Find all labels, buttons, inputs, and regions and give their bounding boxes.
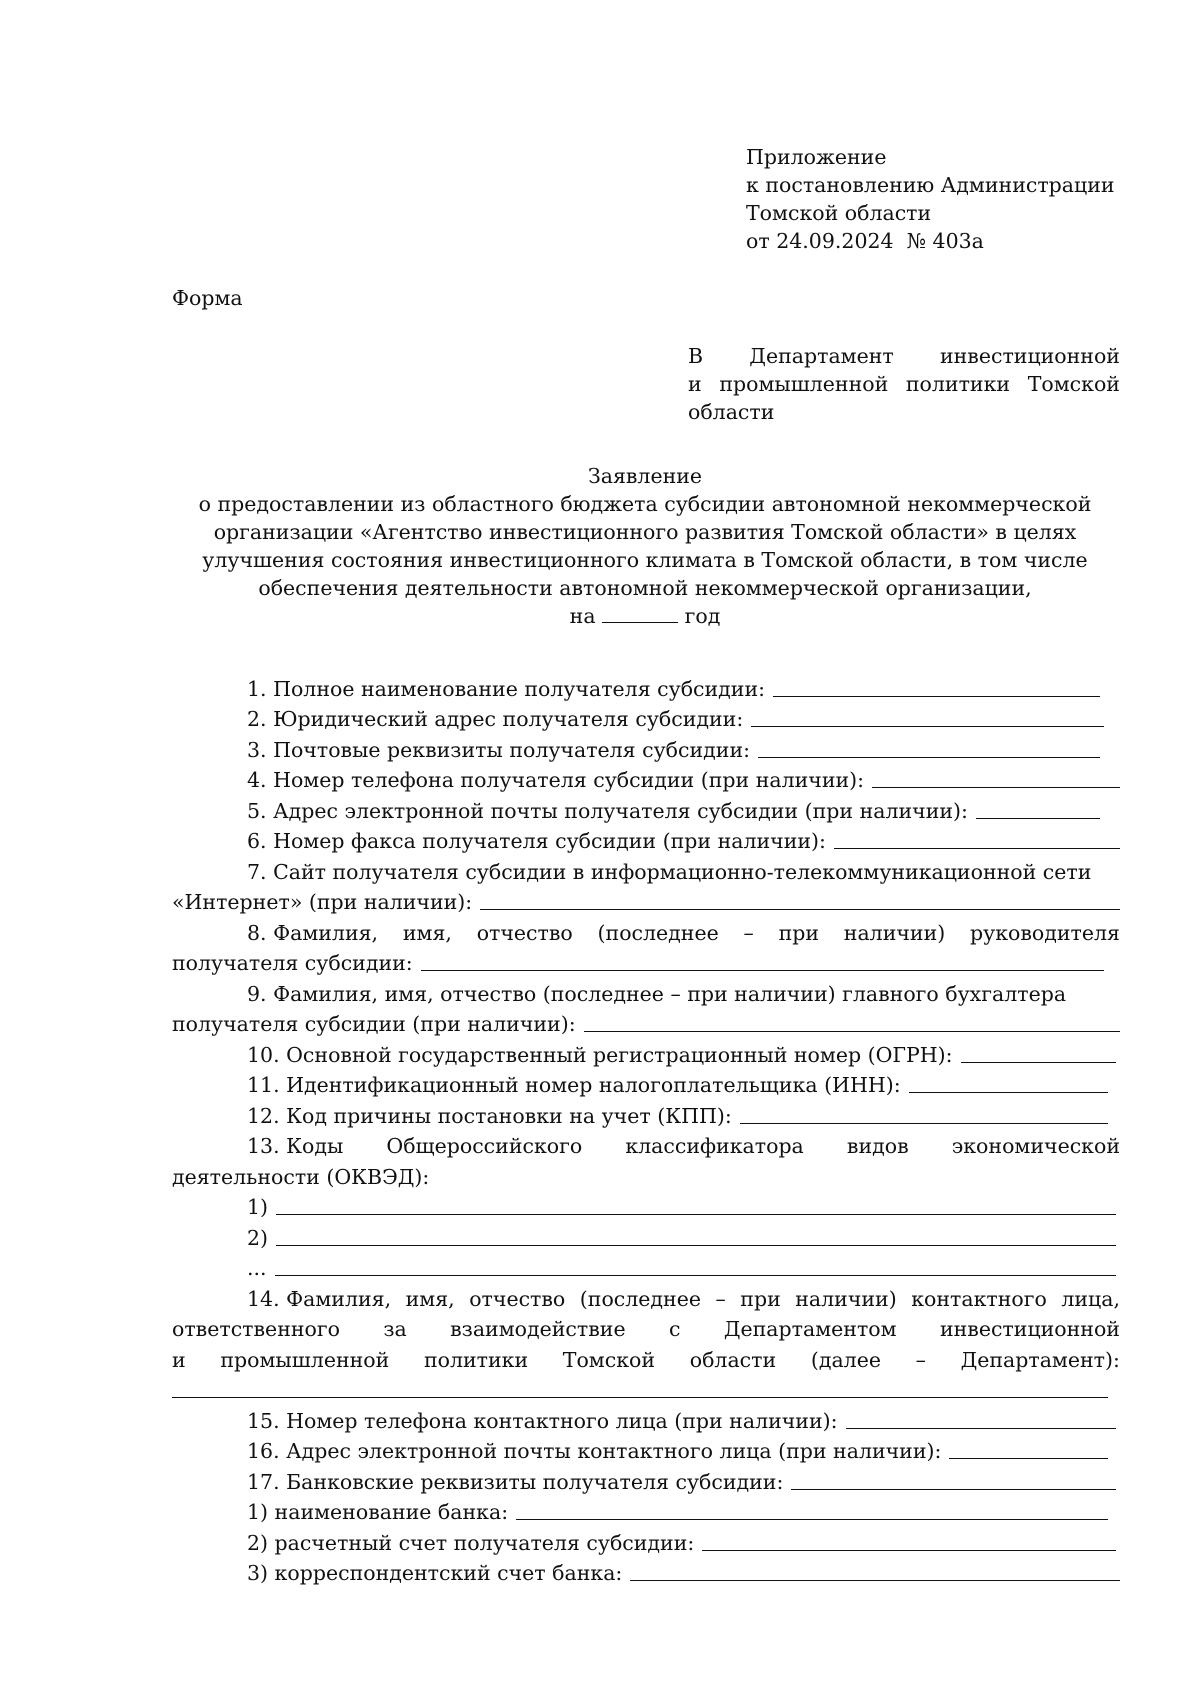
item-word: Департамент):: [960, 1347, 1120, 1372]
item-2-field[interactable]: [751, 706, 1104, 727]
item-label: 12. Код причины постановки на учет (КПП):: [247, 1103, 732, 1128]
item-label: получателя субсидии (при наличии):: [172, 1012, 576, 1036]
settlement-account: [172, 1526, 1120, 1557]
item-13: [172, 1130, 1120, 1161]
item-label: 9. Фамилия, имя, отчество (последнее – при наличии) главного бухгалтера: [247, 981, 1067, 1006]
okved-2: [172, 1221, 1120, 1252]
item-10-field[interactable]: [961, 1042, 1116, 1063]
item-11-field[interactable]: [909, 1072, 1108, 1093]
okved-1: [172, 1191, 1120, 1222]
item-8: [172, 916, 1120, 947]
form-label: Форма: [172, 286, 243, 310]
item-9: [172, 977, 1120, 1008]
item-1: [172, 672, 1120, 703]
item-label: «Интернет» (при наличии):: [172, 890, 473, 914]
item-14-cont-2: [172, 1343, 1120, 1374]
annex-line: Приложение: [746, 145, 887, 169]
item-word: (последнее: [579, 1286, 701, 1311]
year-prefix: на: [569, 604, 596, 628]
item-14-field[interactable]: [172, 1377, 1108, 1398]
form-items: [172, 672, 1120, 1587]
item-word: области: [689, 1347, 777, 1372]
item-word: (далее: [810, 1347, 881, 1372]
item-7-cont: [172, 886, 1120, 917]
item-13-cont: [172, 1160, 1120, 1191]
item-word: и: [172, 1347, 186, 1372]
item-12-field[interactable]: [740, 1103, 1108, 1124]
okved-2-field[interactable]: [276, 1225, 1116, 1246]
item-word: ответственного: [172, 1317, 340, 1341]
item-6-field[interactable]: [834, 828, 1120, 849]
title-year-line: [150, 602, 1140, 630]
year-suffix: год: [684, 604, 721, 628]
item-1-field[interactable]: [773, 676, 1100, 697]
addressee-line: [688, 370, 1120, 398]
item-label: ...: [247, 1256, 267, 1280]
title-line: о предоставлении из областного бюджета субсидии автономной некоммерческой: [198, 492, 1092, 516]
item-17: [172, 1465, 1120, 1496]
item-label: 17. Банковские реквизиты получателя субсидии:: [247, 1469, 784, 1494]
item-label: 6. Номер факса получателя субсидии (при наличии):: [247, 829, 826, 853]
okved-more-field[interactable]: [275, 1255, 1116, 1276]
title-heading: Заявление: [587, 464, 703, 488]
item-3: [172, 733, 1120, 764]
item-9-cont: [172, 1008, 1120, 1039]
item-5: [172, 794, 1120, 825]
item-3-field[interactable]: [758, 737, 1100, 758]
correspondent-account: [172, 1557, 1120, 1588]
item-label: 1) наименование банка:: [247, 1500, 509, 1524]
annex-block: [746, 143, 1146, 255]
addressee-word: и: [688, 372, 702, 396]
item-word: инвестиционной: [939, 1317, 1120, 1341]
item-15-field[interactable]: [846, 1408, 1116, 1429]
item-12: [172, 1099, 1120, 1130]
item-8-cont: [172, 947, 1120, 978]
settlement-account-field[interactable]: [702, 1530, 1116, 1551]
item-label: 2): [247, 1225, 269, 1250]
item-word: видов: [846, 1134, 909, 1158]
item-word: контактного: [911, 1286, 1047, 1311]
item-label: 5. Адрес электронной почты получателя субсидии (при наличии):: [247, 798, 968, 823]
addressee-line: [688, 342, 1120, 370]
item-word: имя,: [405, 1286, 455, 1311]
addressee-word: Томской: [1027, 372, 1120, 396]
item-word: (последнее: [597, 920, 719, 945]
item-word: наличии): [843, 920, 946, 945]
item-15: [172, 1404, 1120, 1435]
bank-name: [172, 1496, 1120, 1527]
addressee-word: Департамент: [749, 344, 894, 368]
item-label: деятельности (ОКВЭД):: [172, 1164, 430, 1189]
item-label: получателя субсидии:: [172, 951, 413, 975]
item-word: экономической: [951, 1134, 1120, 1158]
item-10: [172, 1038, 1120, 1069]
item-7-field[interactable]: [480, 889, 1120, 910]
title-line: обеспечения деятельности автономной некоммерческой организации,: [258, 576, 1032, 600]
item-label: 2. Юридический адрес получателя субсидии:: [247, 707, 744, 731]
item-word: лица,: [1061, 1286, 1120, 1311]
item-word: классификатора: [625, 1134, 804, 1158]
item-16: [172, 1435, 1120, 1466]
item-11: [172, 1069, 1120, 1100]
item-label: 11. Идентификационный номер налогоплательщика (ИНН):: [247, 1073, 901, 1097]
item-label: 3) корреспондентский счет банка:: [247, 1561, 623, 1585]
bank-name-field[interactable]: [516, 1499, 1108, 1520]
item-word: промышленной: [220, 1347, 390, 1372]
title-line: организации «Агентство инвестиционного развития Томской области» в целях: [213, 520, 1077, 544]
annex-line: к постановлению Администрации: [746, 173, 1115, 197]
item-label: 3. Почтовые реквизиты получателя субсидии:: [247, 737, 751, 762]
item-word: при: [778, 920, 820, 945]
addressee-word: политики: [905, 372, 1011, 396]
item-7: [172, 855, 1120, 886]
item-16-field[interactable]: [949, 1438, 1108, 1459]
item-label: 4. Номер телефона получателя субсидии (при наличии):: [247, 768, 865, 792]
item-word: с: [668, 1317, 681, 1341]
item-9-field[interactable]: [584, 1011, 1120, 1032]
item-word: 13. Коды: [247, 1134, 344, 1158]
item-label: 7. Сайт получателя субсидии в информационно-телекоммуникационной сети: [247, 859, 1092, 884]
correspondent-account-field[interactable]: [630, 1560, 1120, 1581]
item-word: 8. Фамилия,: [247, 920, 379, 945]
item-word: Департаментом: [723, 1317, 897, 1341]
item-word: –: [915, 1347, 926, 1372]
addressee-word: В: [688, 344, 704, 368]
item-2: [172, 703, 1120, 734]
item-word: имя,: [402, 920, 452, 945]
okved-more: [172, 1252, 1120, 1283]
okved-1-field[interactable]: [276, 1194, 1116, 1215]
item-label: 15. Номер телефона контактного лица (при наличии):: [247, 1408, 838, 1433]
item-word: отчество: [469, 1286, 566, 1311]
item-word: политики: [423, 1347, 529, 1372]
addressee-word: промышленной: [719, 372, 889, 396]
item-word: руководителя: [970, 920, 1120, 945]
addressee-word: инвестиционной: [939, 344, 1120, 368]
item-5-field[interactable]: [976, 798, 1100, 819]
item-6: [172, 825, 1120, 856]
item-word: Томской: [562, 1347, 656, 1372]
year-blank[interactable]: [602, 602, 678, 623]
item-label: 1): [247, 1195, 269, 1219]
item-word: наличии): [795, 1286, 897, 1311]
item-14-cont-1: [172, 1313, 1120, 1344]
title-line: улучшения состояния инвестиционного климата в Томской области, в том числе: [202, 548, 1088, 572]
annex-date-number: от 24.09.2024 № 403а: [746, 229, 984, 253]
document-title: [150, 462, 1140, 630]
item-14-field-row: [172, 1374, 1120, 1405]
item-17-field[interactable]: [791, 1469, 1116, 1490]
item-word: за: [383, 1317, 407, 1341]
item-8-field[interactable]: [421, 950, 1104, 971]
item-4: [172, 764, 1120, 795]
item-14: [172, 1282, 1120, 1313]
item-label: 10. Основной государственный регистрационный номер (ОГРН):: [247, 1042, 953, 1067]
item-label: 2) расчетный счет получателя субсидии:: [247, 1530, 695, 1555]
item-4-field[interactable]: [872, 767, 1120, 788]
item-word: при: [740, 1286, 781, 1311]
item-word: 14. Фамилия,: [247, 1286, 392, 1311]
item-label: 16. Адрес электронной почты контактного лица (при наличии):: [247, 1439, 942, 1463]
item-word: взаимодействие: [450, 1317, 626, 1341]
annex-line: Томской области: [746, 201, 932, 225]
item-word: –: [743, 920, 754, 945]
item-word: Общероссийского: [386, 1134, 583, 1158]
item-label: 1. Полное наименование получателя субсидии:: [247, 676, 766, 701]
item-word: –: [715, 1286, 726, 1311]
addressee-block: [688, 342, 1120, 426]
addressee-line: области: [688, 400, 775, 424]
item-word: отчество: [476, 920, 573, 945]
